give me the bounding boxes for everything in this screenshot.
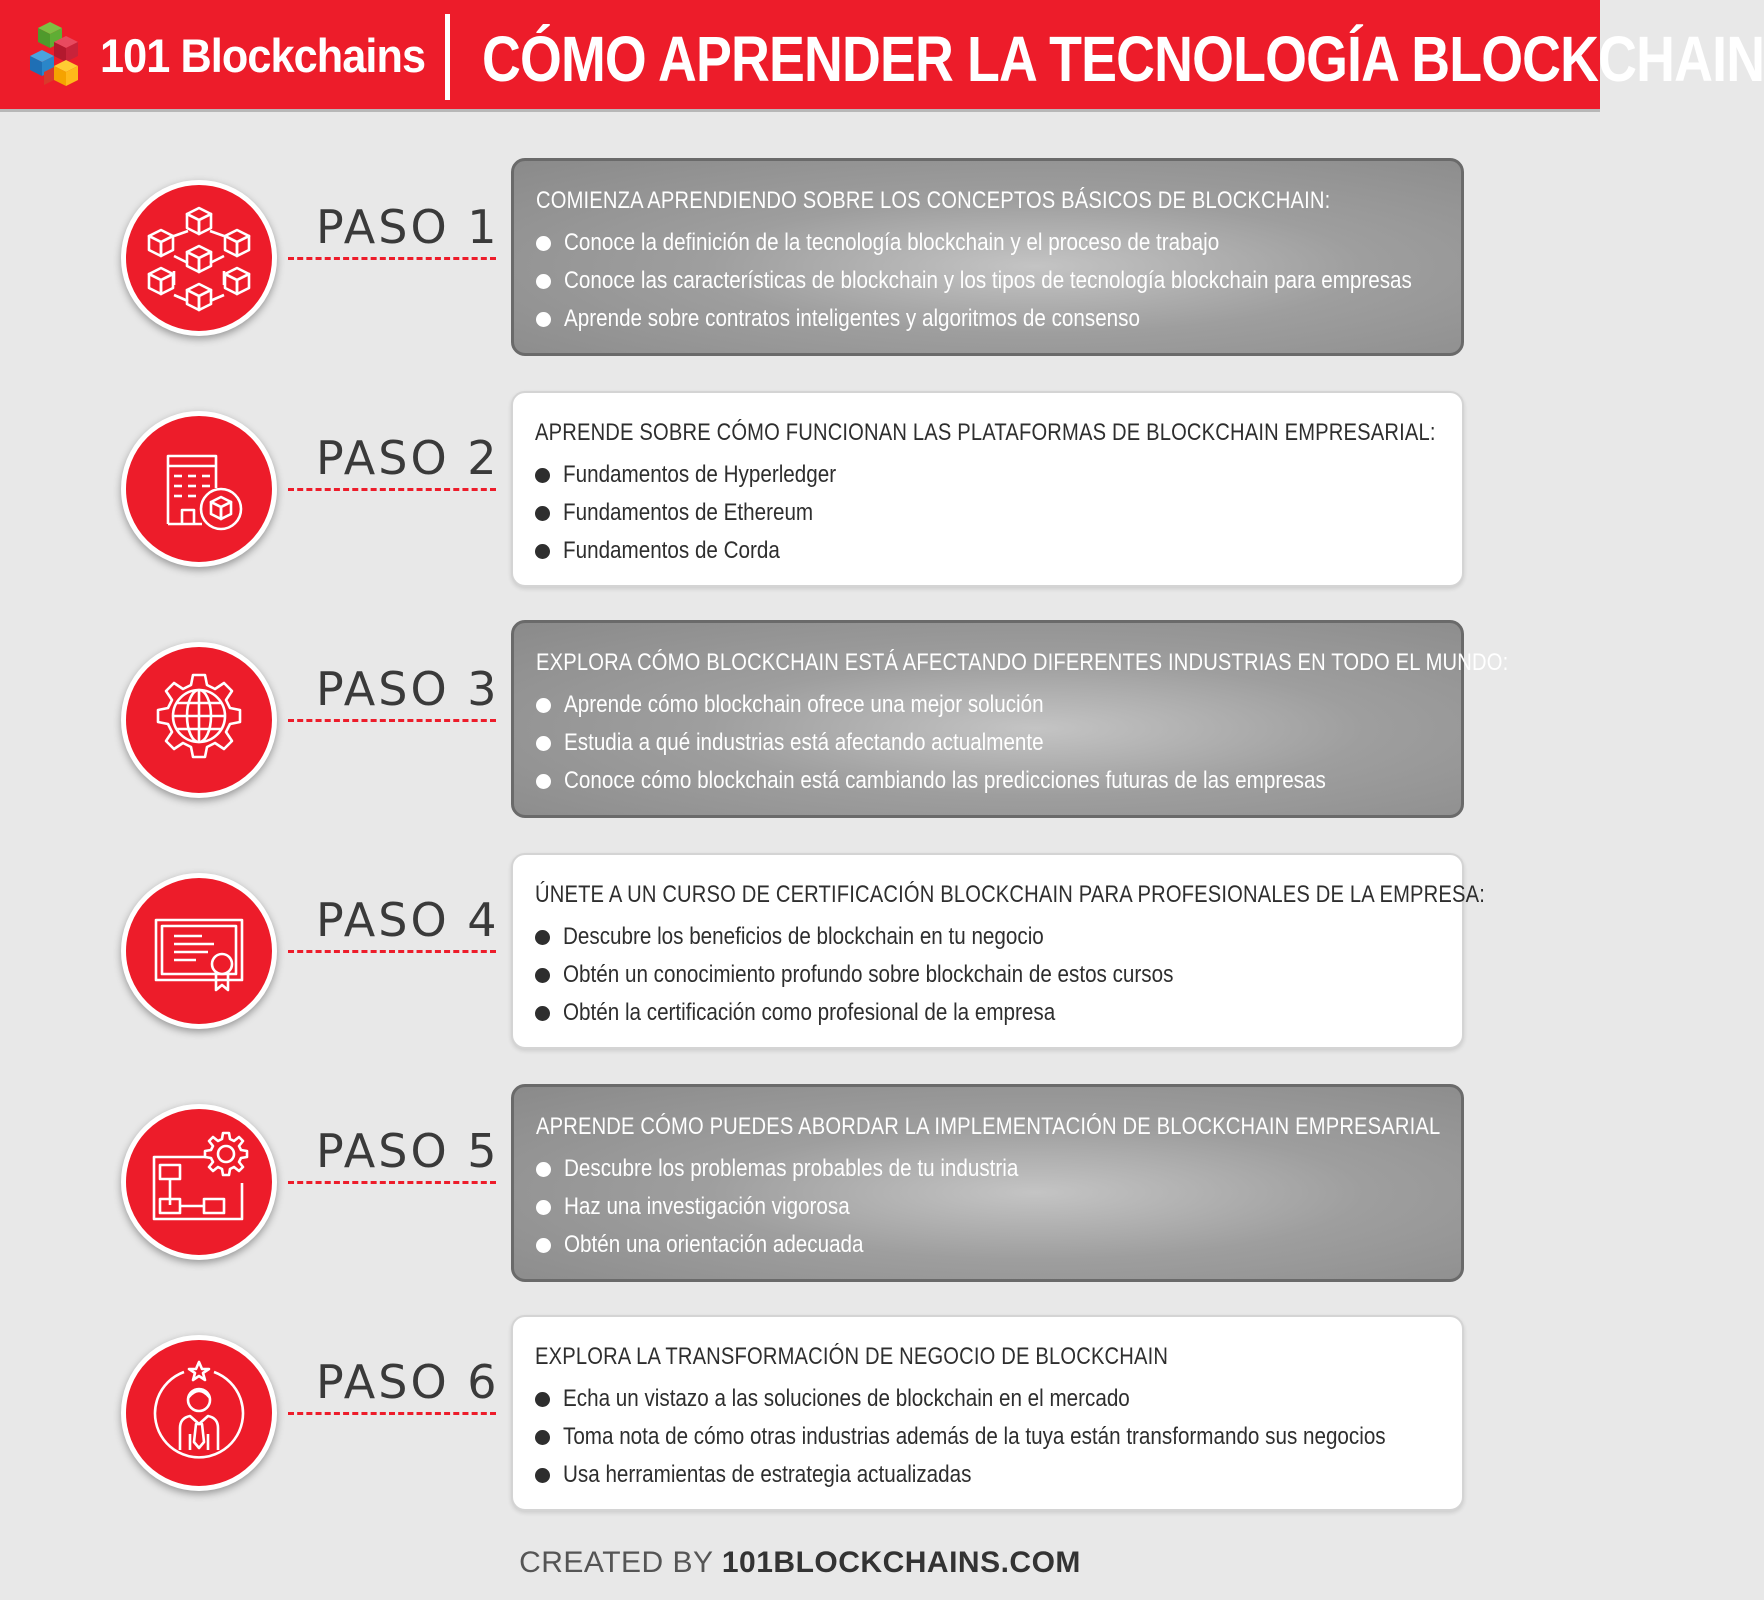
- step-3: [0, 612, 1600, 812]
- step-3-card: [511, 620, 1509, 818]
- step-1-heading: COMIENZA APRENDIENDO SOBRE LOS CONCEPTOS BÁSICOS DE BLOCKCHAIN:: [536, 187, 1331, 214]
- step-1: [0, 150, 1600, 350]
- list-item: Fundamentos de Hyperledger: [535, 456, 1442, 494]
- brand-logo-icon: [24, 22, 92, 92]
- list-item: Aprende cómo blockchain ofrece una mejor solución: [536, 686, 1441, 724]
- step-6-heading: EXPLORA LA TRANSFORMACIÓN DE NEGOCIO DE BLOCKCHAIN: [535, 1343, 1169, 1370]
- blockchain-network-icon: [144, 203, 254, 313]
- list-item: Conoce cómo blockchain está cambiando las predicciones futuras de las empresas: [536, 762, 1441, 800]
- step-2: [0, 381, 1600, 581]
- step-4-label: PASO 4: [316, 893, 500, 947]
- list-item: Usa herramientas de estrategia actualizadas: [535, 1456, 1442, 1494]
- workflow-gear-icon: [144, 1127, 254, 1237]
- step-5-icon-circle: [121, 1104, 277, 1260]
- list-item: Obtén la certificación como profesional de la empresa: [535, 994, 1442, 1032]
- step-6: [0, 1305, 1600, 1505]
- step-1-label: PASO 1: [316, 200, 500, 254]
- header-divider: [445, 14, 450, 100]
- step-3-label: PASO 3: [316, 662, 500, 716]
- step-2-label: PASO 2: [316, 431, 500, 485]
- list-item: Echa un vistazo a las soluciones de blockchain en el mercado: [535, 1380, 1442, 1418]
- list-item: Toma nota de cómo otras industrias además de la tuya están transformando sus negocios: [535, 1418, 1442, 1456]
- step-3-list: [536, 686, 1441, 800]
- step-6-card: [511, 1315, 1464, 1511]
- list-item: Estudia a qué industrias está afectando actualmente: [536, 724, 1441, 762]
- step-2-list: [535, 456, 1442, 570]
- step-5-card: [511, 1084, 1464, 1282]
- globe-gear-icon: [144, 665, 254, 775]
- step-5: [0, 1074, 1600, 1274]
- businessman-star-icon: [144, 1358, 254, 1468]
- list-item: Fundamentos de Corda: [535, 532, 1442, 570]
- step-5-heading: APRENDE CÓMO PUEDES ABORDAR LA IMPLEMENTACIÓN DE BLOCKCHAIN EMPRESARIAL: [536, 1113, 1441, 1140]
- header-bar: [0, 0, 1764, 112]
- step-5-list: [536, 1150, 1441, 1264]
- list-item: Haz una investigación vigorosa: [536, 1188, 1441, 1226]
- brand-name: 101 Blockchains: [100, 29, 426, 82]
- step-3-connector: [288, 719, 496, 722]
- step-4-card: [511, 853, 1486, 1049]
- list-item: Descubre los beneficios de blockchain en tu negocio: [535, 918, 1442, 956]
- step-4-connector: [288, 950, 496, 953]
- step-5-label: PASO 5: [316, 1124, 500, 1178]
- step-1-connector: [288, 257, 496, 260]
- step-4-list: [535, 918, 1442, 1032]
- step-1-card: [511, 158, 1464, 356]
- step-6-list: [535, 1380, 1442, 1494]
- footer-credit: [0, 1546, 1600, 1580]
- certificate-icon: [144, 896, 254, 1006]
- enterprise-building-icon: [144, 434, 254, 544]
- step-2-card: [511, 391, 1464, 587]
- step-1-list: [536, 224, 1441, 338]
- step-3-icon-circle: [121, 642, 277, 798]
- step-2-icon-circle: [121, 411, 277, 567]
- page-title: CÓMO APRENDER LA TECNOLOGÍA BLOCKCHAIN: [482, 23, 1764, 95]
- step-2-connector: [288, 488, 496, 491]
- step-4-icon-circle: [121, 873, 277, 1029]
- step-4-heading: ÚNETE A UN CURSO DE CERTIFICACIÓN BLOCKCHAIN PARA PROFESIONALES DE LA EMPRESA:: [535, 881, 1486, 908]
- list-item: Aprende sobre contratos inteligentes y algoritmos de consenso: [536, 300, 1441, 338]
- footer-site: 101BLOCKCHAINS.COM: [721, 1546, 1081, 1579]
- list-item: Obtén un conocimiento profundo sobre blockchain de estos cursos: [535, 956, 1442, 994]
- step-6-label: PASO 6: [316, 1355, 500, 1409]
- list-item: Conoce la definición de la tecnología blockchain y el proceso de trabajo: [536, 224, 1441, 262]
- list-item: Descubre los problemas probables de tu industria: [536, 1150, 1441, 1188]
- step-5-connector: [288, 1181, 496, 1184]
- step-3-heading: EXPLORA CÓMO BLOCKCHAIN ESTÁ AFECTANDO DIFERENTES INDUSTRIAS EN TODO EL MUNDO:: [536, 649, 1509, 676]
- footer-prefix: CREATED BY: [519, 1546, 714, 1579]
- step-1-icon-circle: [121, 180, 277, 336]
- step-6-icon-circle: [121, 1335, 277, 1491]
- list-item: Conoce las características de blockchain y los tipos de tecnología blockchain para empresas: [536, 262, 1441, 300]
- step-6-connector: [288, 1412, 496, 1415]
- step-2-heading: APRENDE SOBRE CÓMO FUNCIONAN LAS PLATAFORMAS DE BLOCKCHAIN EMPRESARIAL:: [535, 419, 1436, 446]
- list-item: Fundamentos de Ethereum: [535, 494, 1442, 532]
- step-4: [0, 843, 1600, 1043]
- list-item: Obtén una orientación adecuada: [536, 1226, 1441, 1264]
